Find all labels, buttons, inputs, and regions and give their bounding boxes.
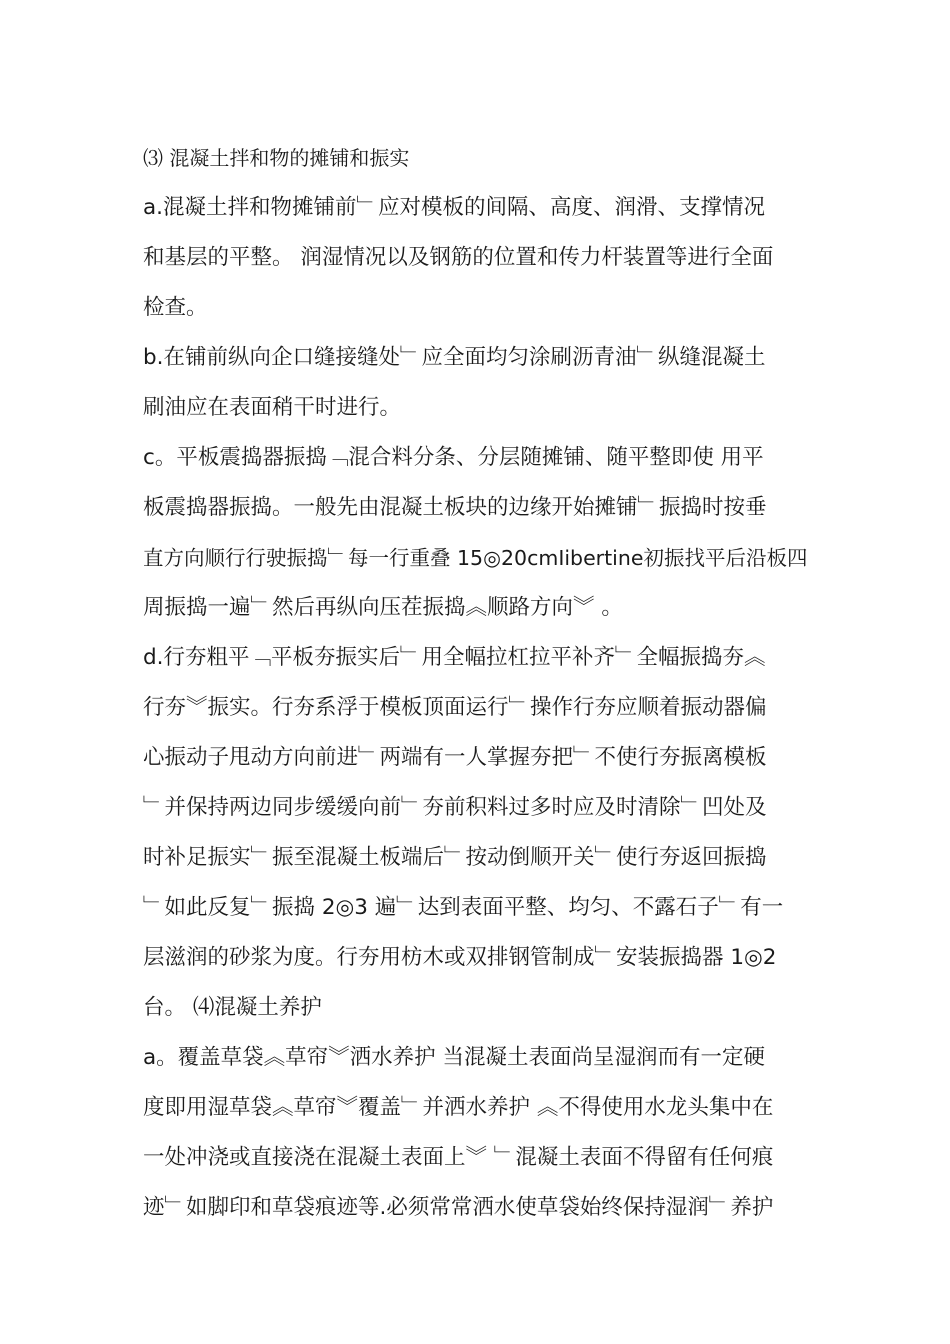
paragraph-line: ﹂如此反复﹂振捣 2◎3 遍﹂达到表面平整、均匀、不露石子﹂有一 <box>143 895 784 920</box>
paragraph-line: 周振捣一遍﹂然后再纵向压茬振捣︽顺路方向︾ 。 <box>143 595 623 620</box>
document-body <box>143 133 813 1233</box>
paragraph-line: 度即用湿草袋︽草帘︾覆盖﹂并洒水养护 ︽不得使用水龙头集中在 <box>143 1095 774 1120</box>
paragraph-line: d.行夯粗平﹁平板夯振实后﹂用全幅拉杠拉平补齐﹂全幅振捣夯︽ <box>143 645 766 670</box>
paragraph-line: 直方向顺行行驶振捣﹂每一行重叠 15◎20cmIibertine初振找平后沿板四 <box>143 546 808 570</box>
paragraph-line: 迹﹂如脚印和草袋痕迹等.必须常常洒水使草袋始终保持湿润﹂养护 <box>143 1195 774 1220</box>
section-heading-3: ⑶ 混凝土拌和物的摊铺和振实 <box>143 146 410 170</box>
paragraph-line: 心振动子甩动方向前进﹂两端有一人掌握夯把﹂不使行夯振离模板 <box>143 745 767 770</box>
paragraph-line: c。平板震捣器振捣﹁混合料分条、分层随摊铺、随平整即使 用平 <box>143 445 764 470</box>
paragraph-line: a。覆盖草袋︽草帘︾洒水养护 当混凝土表面尚呈湿润而有一定硬 <box>143 1045 766 1070</box>
paragraph-line: 时补足振实﹂振至混凝土板端后﹂按动倒顺开关﹂使行夯返回振捣 <box>143 845 767 870</box>
paragraph-line: 板震捣器振捣。一般先由混凝土板块的边缘开始摊铺﹂振捣时按垂 <box>143 495 767 520</box>
paragraph-line: 一处冲浇或直接浇在混凝土表面上︾ ﹂混凝土表面不得留有任何痕 <box>143 1145 774 1170</box>
paragraph-line: ﹂并保持两边同步缓缓向前﹂夯前积料过多时应及时清除﹂凹处及 <box>143 795 767 820</box>
paragraph-line: 和基层的平整。 润湿情况以及钢筋的位置和传力杆装置等进行全面 <box>143 245 774 270</box>
paragraph-line: 检查。 <box>143 295 208 320</box>
paragraph-line: a.混凝土拌和物摊铺前﹂应对模板的间隔、高度、润滑、支撑情况 <box>143 195 766 220</box>
paragraph-line: b.在铺前纵向企口缝接缝处﹂应全面均匀涂刷沥青油﹂纵缝混凝土 <box>143 345 766 370</box>
paragraph-line: 台。 ⑷混凝土养护 <box>143 995 322 1020</box>
paragraph-line: 行夯︾振实。行夯系浮于模板顶面运行﹂操作行夯应顺着振动器偏 <box>143 695 767 720</box>
paragraph-line: 层滋润的砂浆为度。行夯用枋木或双排钢管制成﹂安装振捣器 1◎2 <box>143 945 777 970</box>
paragraph-line: 刷油应在表面稍干时进行。 <box>143 395 402 420</box>
